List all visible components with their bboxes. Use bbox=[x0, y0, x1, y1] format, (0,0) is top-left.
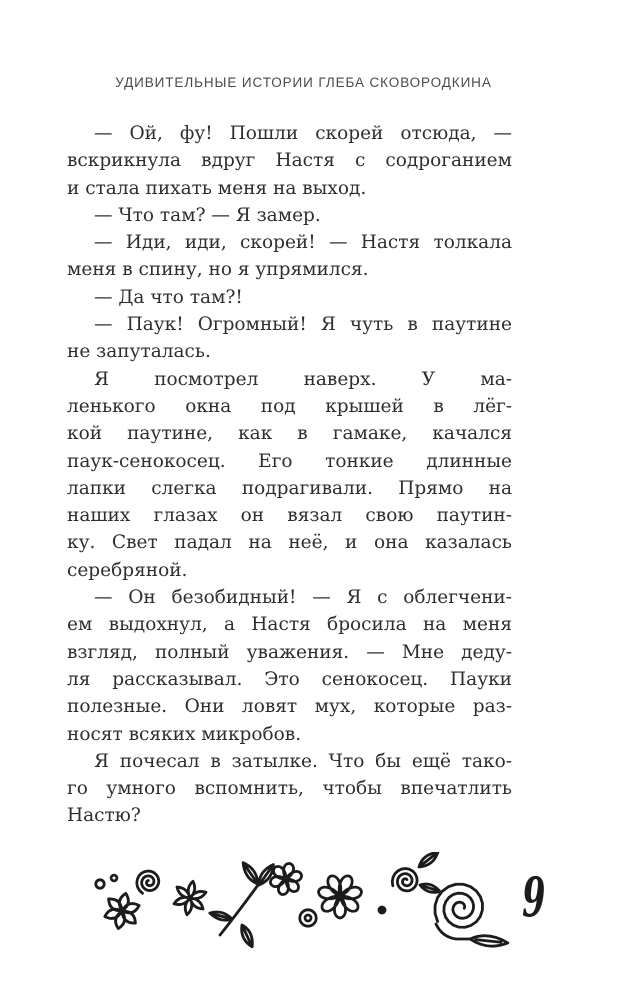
rose-spiral-doodle bbox=[389, 852, 442, 895]
text-line: — Что там? — Я замер. bbox=[94, 204, 321, 226]
text-line: ля рассказывал. Это сенокосец. Пауки bbox=[67, 668, 512, 690]
text-line: — Паук! Огромный! Я чуть в паутине bbox=[94, 314, 512, 336]
page-number: 9 bbox=[522, 865, 546, 929]
text-line: ем выдохнул, а Настя бросила на меня bbox=[67, 614, 512, 636]
spiky-star-flower-doodle bbox=[103, 890, 141, 932]
text-line: Я посмотрел наверх. У ма- bbox=[94, 368, 512, 390]
text-line: кой паутине, как в гамаке, качался bbox=[67, 423, 512, 445]
text-line: паук-сенокосец. Его тонкие длинные bbox=[67, 450, 512, 472]
snail-spiral-doodle bbox=[425, 875, 508, 948]
text-line: наших глазах он вязал свою паутин- bbox=[67, 505, 512, 527]
text-line: — Иди, иди, скорей! — Настя толкала bbox=[94, 232, 512, 254]
running-head: УДИВИТЕЛЬНЫЕ ИСТОРИИ ГЛЕБА СКОВОРОДКИНА bbox=[115, 75, 492, 90]
text-line: лапки слегка подрагивали. Прямо на bbox=[67, 477, 512, 499]
swirl-spiral-doodle bbox=[132, 867, 162, 898]
text-line: го умного вспомнить, чтобы впечатлить bbox=[67, 778, 512, 800]
small-ring-dots-doodle bbox=[96, 875, 117, 888]
text-line: Настю? bbox=[67, 805, 141, 827]
body-text bbox=[67, 120, 512, 830]
text-line: полезные. Они ловят мух, которые раз- bbox=[67, 696, 512, 718]
text-line: — Он безобидный! — Я с облегчени- bbox=[94, 587, 512, 609]
text-line: ленького окна под крышей в лёг- bbox=[67, 395, 512, 417]
text-line: взгляд, полный уважения. — Мне деду- bbox=[67, 641, 512, 663]
ring-dot-doodle bbox=[300, 910, 316, 926]
text-line: серебряной. bbox=[67, 559, 188, 581]
text-line: ку. Свет падал на неё, и она казалась bbox=[67, 532, 512, 554]
thin-petal-flower-doodle bbox=[173, 879, 208, 918]
text-line: Я почесал в затылке. Что бы ещё тако- bbox=[94, 750, 512, 772]
ink-dot-doodle bbox=[378, 906, 387, 915]
text-line: — Да что там?! bbox=[94, 286, 243, 308]
seven-petal-flower-doodle bbox=[319, 876, 362, 918]
text-line: носят всяких микробов. bbox=[67, 723, 302, 745]
leaf-branch-doodle bbox=[209, 860, 277, 948]
text-line: меня в спину, но я упрямился. bbox=[67, 259, 369, 281]
text-line: не запуталась. bbox=[67, 341, 211, 363]
text-line: — Ой, фу! Пошли скорей отсюда, — bbox=[94, 123, 512, 144]
text-line: и стала пихать меня на выход. bbox=[67, 177, 367, 199]
text-line: вскрикнула вдруг Настя с содроганием bbox=[67, 150, 512, 172]
